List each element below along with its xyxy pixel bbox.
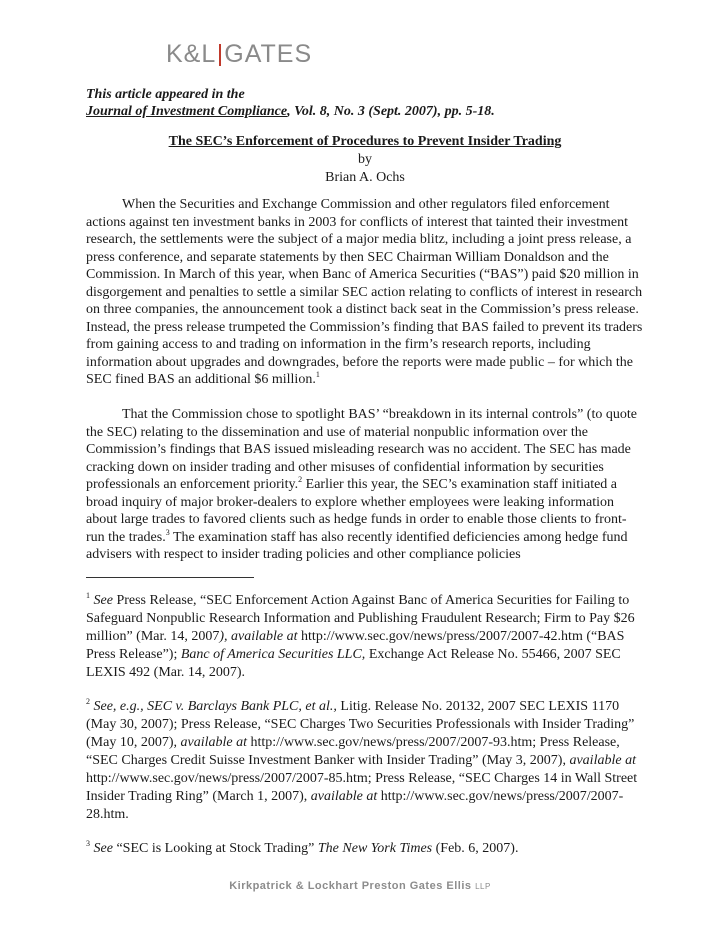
footnote-2-text-d: http://www.sec.gov/news/press/2007/2007-28.htm. <box>86 789 624 822</box>
article-title: The SEC’s Enforcement of Procedures to Prevent Insider Trading <box>168 134 562 149</box>
footnotes <box>86 592 644 858</box>
signal-see: See <box>93 841 113 856</box>
available-at: ), available at <box>219 629 298 644</box>
footnote-3-text-b: (Feb. 6, 2007). <box>432 841 519 856</box>
paragraph-1 <box>86 196 644 389</box>
footnote-3-text: “SEC is Looking at Stock Trading” <box>112 841 318 856</box>
available-at: available at <box>180 735 247 750</box>
signal-see: See <box>93 593 113 608</box>
footnote-2-signal: See, e.g., SEC v. Barclays Bank PLC, et al., <box>93 699 337 714</box>
paragraph-1-text: When the Securities and Exchange Commission and other regulators filed enforcement actions against ten investment banks in 2003 for conflicts of interest that tainted their investment research, the settlements were the subject of a major media blitz, including a joint press release, a press conference, and separate statements by then SEC Chairman William Donaldson and the Commission. In March of this year, when Banc of America Securities (“BAS”) paid $20 million in disgorgement and penalties to settle a similar SEC action relating to conflicts of interest in research on three companies, the announcement took a distinct back seat in the Commission’s press release. Instead, the press release trumpeted the Commission’s finding that BAS failed to prevent its traders from gaining access to and trading on information in the firm’s research reports, including information about upgrades and downgrades, before the reports were made public – for which the SEC fined BAS an additional $6 million. <box>86 197 643 387</box>
case-name: Banc of America Securities LLC, <box>180 647 366 662</box>
logo-divider <box>219 44 221 66</box>
footnote-2-text-b: http://www.sec.gov/news/press/2007/2007-93.htm; Press Release, “SEC Charges Credit Suisse Investment Banker with Insider Trading” (May 3, 2007), <box>86 735 620 768</box>
available-at: available at <box>310 789 378 804</box>
footnote-ref-2: 2 <box>298 475 303 484</box>
publication-note <box>86 86 644 120</box>
logo-right: GATES <box>224 40 313 68</box>
footnote-ref-3: 3 <box>165 527 170 537</box>
logo-left: K&L <box>166 40 217 68</box>
paragraph-2 <box>86 406 644 564</box>
author-name: Brian A. Ochs <box>325 170 405 185</box>
footnote-2-text-c: http://www.sec.gov/news/press/2007/2007-85.htm; Press Release, “SEC Charges 14 in Wall Street Insider Trading Ring” (March 1, 2007), <box>86 771 638 804</box>
journal-name: Journal of Investment Compliance <box>86 104 288 119</box>
title-block <box>86 133 644 187</box>
page-footer <box>0 880 720 892</box>
paragraph-2-text-b: Earlier this year, the SEC’s examination staff initiated a broad inquiry of major broker-dealers to explore whether employees were leaking information about large trades to favored clients such as hedge funds in order to enable those clients to front-run the trades. <box>86 477 627 545</box>
paragraph-2-text-a: That the Commission chose to spotlight BAS’ “breakdown in its internal controls” (to quote the SEC) relating to the dissemination and use of material nonpublic information over the Commission’s findings that BAS issued misleading research was no accident. The SEC has made cracking down on insider trading and other misuses of confidential information by securities professionals an enforcement priority. <box>86 407 637 492</box>
citation: , Vol. 8, No. 3 (Sept. 2007), pp. 5-18. <box>287 104 495 119</box>
article-body <box>86 196 644 564</box>
intro-line: This article appeared in the <box>86 87 245 102</box>
footnote-2-number: 2 <box>86 697 90 706</box>
footnote-2-text-a: Litig. Release No. 20132, 2007 SEC LEXIS 1170 (May 30, 2007); Press Release, “SEC Charges Two Securities Professionals with Insider Trading” (May 10, 2007), <box>86 699 635 750</box>
footnote-3 <box>86 840 644 858</box>
footnote-1-url: http://www.sec.gov/news/press/2007/2007-42.htm (“BAS Press Release”); <box>86 629 625 662</box>
footnote-2 <box>86 698 644 824</box>
available-at: available at <box>569 753 636 768</box>
footnote-divider <box>86 577 254 578</box>
footer-firm-name: Kirkpatrick & Lockhart Preston Gates Ellis <box>229 880 472 892</box>
footnote-1-number: 1 <box>86 591 90 600</box>
paragraph-2-text-c: The examination staff has also recently identified deficiencies among hedge fund advisers with respect to insider trading policies and other compliance policies <box>86 529 628 562</box>
footnote-1-text-b: Exchange Act Release No. 55466, 2007 SEC LEXIS 492 (Mar. 14, 2007). <box>86 647 621 680</box>
footnote-1 <box>86 592 644 682</box>
footer-suffix: LLP <box>475 882 491 891</box>
footnote-ref-1: 1 <box>315 370 320 379</box>
footnote-1-text: Press Release, “SEC Enforcement Action Against Banc of America Securities for Failing to Safeguard Nonpublic Research Information and Publishing Fraudulent Research; Firm to Pay $26 million” (Mar. 14, 2007 <box>86 593 635 644</box>
footnote-3-number: 3 <box>86 839 90 848</box>
firm-logo <box>166 40 312 69</box>
byline-by: by <box>358 152 372 167</box>
citation-line <box>86 103 644 120</box>
publication-name: The New York Times <box>317 841 433 856</box>
